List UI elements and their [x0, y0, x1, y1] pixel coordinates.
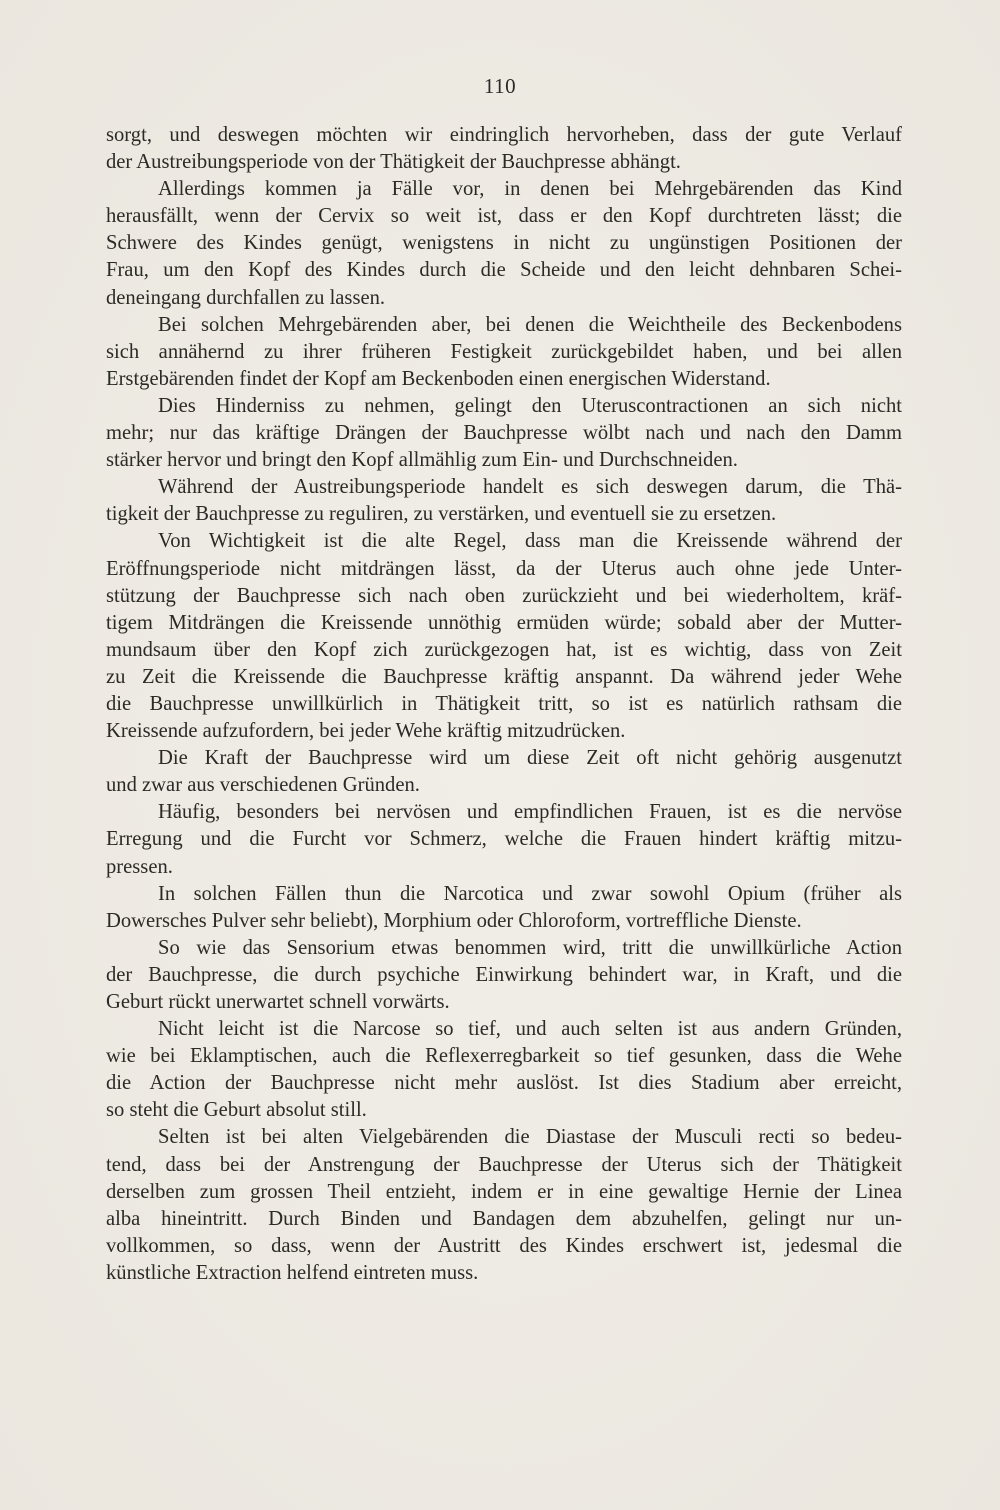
paragraph: [106, 393, 902, 474]
text-line: tigem Mitdrängen die Kreissende unnöthig ermüden würde; sobald aber der Mutter-: [106, 611, 902, 634]
text-line: deneingang durchfallen zu lassen.: [106, 286, 386, 309]
text-line: die Bauchpresse unwillkürlich in Thätigkeit tritt, so ist es natürlich rathsam die: [106, 692, 902, 715]
text-line: Erregung und die Furcht vor Schmerz, welche die Frauen hindert kräftig mitzu-: [106, 828, 902, 851]
paragraph: [106, 122, 902, 176]
body-text: [106, 122, 902, 1287]
text-line: stützung der Bauchpresse sich nach oben zurückzieht und bei wiederholtem, kräf-: [106, 584, 902, 607]
paragraph: [106, 745, 902, 799]
text-line: und zwar aus verschiedenen Gründen.: [106, 774, 420, 797]
text-line: In solchen Fällen thun die Narcotica und zwar sowohl Opium (früher als: [158, 882, 902, 905]
paragraph: [106, 799, 902, 880]
text-line: Allerdings kommen ja Fälle vor, in denen bei Mehrgebärenden das Kind: [158, 178, 902, 201]
paragraph: [106, 1124, 902, 1287]
paragraph: [106, 881, 902, 935]
text-line: Während der Austreibungsperiode handelt es sich deswegen darum, die Thä-: [158, 476, 902, 499]
text-line: alba hineintritt. Durch Binden und Bandagen dem abzuhelfen, gelingt nur un-: [106, 1207, 902, 1230]
text-line: Selten ist bei alten Vielgebärenden die Diastase der Musculi recti so bedeu-: [158, 1126, 902, 1149]
text-line: tend, dass bei der Anstrengung der Bauchpresse der Uterus sich der Thätigkeit: [106, 1153, 902, 1176]
text-line: Häufig, besonders bei nervösen und empfindlichen Frauen, ist es die nervöse: [158, 801, 902, 824]
text-line: pressen.: [106, 855, 173, 878]
paragraph: [106, 474, 902, 528]
text-line: mehr; nur das kräftige Drängen der Bauchpresse wölbt nach und nach den Damm: [106, 422, 902, 445]
text-line: Erstgebärenden findet der Kopf am Beckenboden einen energischen Widerstand.: [106, 367, 771, 390]
paragraph: [106, 176, 902, 311]
text-line: Schwere des Kindes genügt, wenigstens in nicht zu ungünstigen Positionen der: [106, 232, 902, 255]
text-line: Geburt rückt unerwartet schnell vorwärts.: [106, 991, 450, 1013]
text-line: zu Zeit die Kreissende die Bauchpresse kräftig anspannt. Da während jeder Wehe: [106, 665, 902, 688]
text-line: der Bauchpresse, die durch psychiche Einwirkung behindert war, in Kraft, und die: [106, 963, 902, 986]
paragraph: [106, 528, 902, 745]
text-line: Bei solchen Mehrgebärenden aber, bei denen die Weichtheile des Beckenbodens: [158, 313, 902, 336]
text-line: tigkeit der Bauchpresse zu reguliren, zu verstärken, und eventuell sie zu ersetzen.: [106, 503, 777, 526]
paragraph: [106, 312, 902, 393]
paragraph: [106, 935, 902, 1016]
text-line: der Austreibungsperiode von der Thätigkeit der Bauchpresse abhängt.: [106, 151, 681, 174]
text-line: wie bei Eklamptischen, auch die Reflexerregbarkeit so tief gesunken, dass die Wehe: [106, 1045, 902, 1068]
paragraph: [106, 1016, 902, 1124]
text-line: künstliche Extraction helfend eintreten muss.: [106, 1261, 479, 1284]
text-line: sorgt, und deswegen möchten wir eindringlich hervorheben, dass der gute Verlauf: [106, 124, 902, 146]
text-line: Dies Hinderniss zu nehmen, gelingt den Uteruscontractionen an sich nicht: [158, 394, 902, 417]
text-line: so steht die Geburt absolut still.: [106, 1099, 367, 1122]
text-line: derselben zum grossen Theil entzieht, indem er in eine gewaltige Hernie der Linea: [106, 1180, 902, 1203]
text-line: sich annähernd zu ihrer früheren Festigkeit zurückgebildet haben, und bei allen: [106, 340, 902, 363]
text-line: die Action der Bauchpresse nicht mehr auslöst. Ist dies Stadium aber erreicht,: [106, 1072, 902, 1095]
text-line: Kreissende aufzufordern, bei jeder Wehe kräftig mitzudrücken.: [106, 720, 626, 743]
text-line: vollkommen, so dass, wenn der Austritt des Kindes erschwert ist, jedesmal die: [106, 1234, 902, 1257]
text-line: stärker hervor und bringt den Kopf allmählig zum Ein- und Durchschneiden.: [106, 449, 738, 472]
page-number: 110: [483, 74, 517, 98]
text-line: So wie das Sensorium etwas benommen wird, tritt die unwillkürliche Action: [158, 936, 902, 959]
text-line: mundsaum über den Kopf zich zurückgezogen hat, ist es wichtig, dass von Zeit: [106, 638, 902, 661]
text-line: Frau, um den Kopf des Kindes durch die Scheide und den leicht dehnbaren Schei-: [106, 259, 902, 282]
text-line: Von Wichtigkeit ist die alte Regel, dass man die Kreissende während der: [158, 530, 902, 553]
text-line: Nicht leicht ist die Narcose so tief, und auch selten ist aus andern Gründen,: [158, 1018, 902, 1041]
text-line: Dowersches Pulver sehr beliebt), Morphium oder Chloroform, vortreffliche Dienste.: [106, 909, 802, 932]
text-line: herausfällt, wenn der Cervix so weit ist, dass er den Kopf durchtreten lässt; die: [106, 205, 902, 228]
text-line: Eröffnungsperiode nicht mitdrängen lässt, da der Uterus auch ohne jede Unter-: [106, 557, 902, 580]
text-line: Die Kraft der Bauchpresse wird um diese Zeit oft nicht gehörig ausgenutzt: [158, 747, 902, 770]
